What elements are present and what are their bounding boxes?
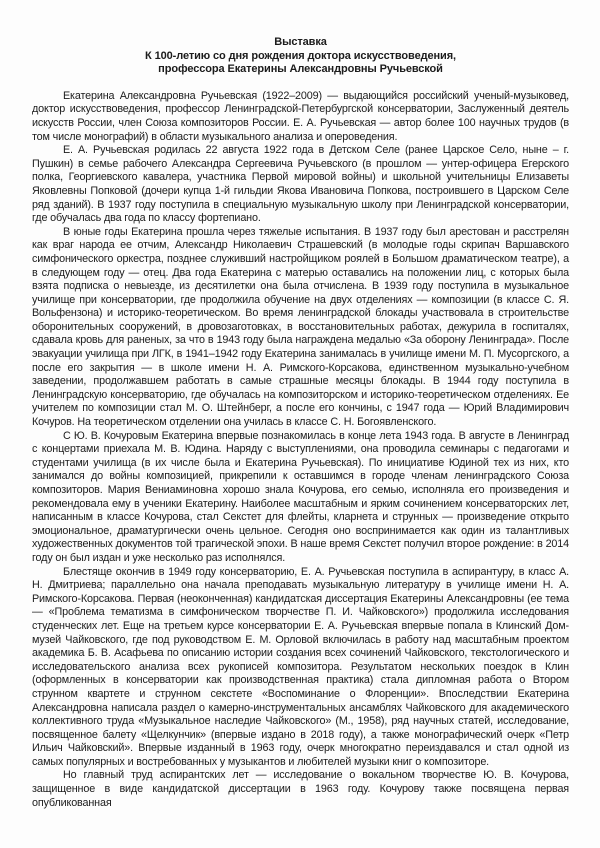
paragraph: В юные годы Екатерина прошла через тяжелые испытания. В 1937 году был арестован и расстрелян как враг народа ее отчим, Александр Николаевич Страшевский (в молодые годы скрипач Варшавского симфонического оркестра, позднее служивший настройщиком роялей в Большом драматическом театре), а в следующем году — отец. Два года Екатерина с матерью оставались на положении лиц, с которых была взята подписка о невыезде, из десятилетки она была отчислена. В 1939 году поступила в музыкальное училище при консерватории, где продолжила обучение на двух отделениях — композиции (в классе С. Я. Вольфензона) и историко-теоретическом. Во время ленинградской блокады участвовала в строительстве оборонительных сооружений, в дровозаготовках, в восстановительных работах, дежурила в госпиталях, сдавала кровь для раненых, за что в 1943 году была награждена медалью «За оборону Ленинграда». После эвакуации училища при ЛГК, в 1941–1942 году Екатерина занималась в училище имени М. П. Мусоргского, а после его закрытия — в школе имени Н. А. Римского-Корсакова, единственном музыкально-учебном заведении, продолжавшем работать в самые страшные месяцы блокады. В 1944 году поступила в Ленинградскую консерваторию, где обучалась на композиторском и историко-теоретическом отделениях. Ее учителем по композиции стал М. О. Штейнберг, а после его кончины, с 1947 года — Юрий Владимирович Кочуров. На теоретическом отделении она училась в классе С. Н. Богоявленского. [32,225,569,429]
paragraph: Но главный труд аспирантских лет — исследование о вокальном творчестве Ю. В. Кочурова, защищенное в виде кандидатской диссертации в 1963 году. Кочурову также посвящена первая опубликованная [32,769,569,809]
title-line: профессора Екатерины Александровны Ручьевской [158,63,443,76]
paragraph: С Ю. В. Кочуровым Екатерина впервые познакомилась в конце лета 1943 года. В августе в Ленинград с концертами приехала М. В. Юдина. Наряду с выступлениями, она проводила семинары с педагогами и студентами училища (в их числе была и Екатерина Ручьевская). По инициативе Юдиной тех из них, кто занимался до войны композицией, прикрепили к оставшимся в городе членам ленинградского Союза композиторов. Мария Вениаминовна хорошо знала Кочурова, его семью, исполняла его произведения и рекомендовала ему в ученики Екатерину. Наиболее масштабным и ярким сочинением консерваторских лет, написанным в классе Кочурова, стал Секстет для флейты, кларнета и струнных — произведение открыто эмоциональное, драматургически очень цельное. Сегодня оно воспринимается как один из талантливых художественных документов той трагической эпохи. В наше время Секстет получил второе рождение: в 2014 году он был издан и уже несколько раз исполнялся. [32,429,569,564]
document-title [32,36,569,77]
title-line: К 100-летию со дня рождения доктора искусствоведения, [145,49,456,62]
title-line: Выставка [274,36,327,48]
document-body [32,90,569,810]
paragraph: Екатерина Александровна Ручьевская (1922–2009) — выдающийся российский ученый-музыковед, доктор искусствоведения, профессор Ленинградской-Петербургской консерватории, Заслуженный деятель искусств России, член Союза композиторов России. Е. А. Ручьевская — автор более 100 научных трудов (в том числе монографий) в области музыкального анализа и опероведения. [32,89,569,143]
paragraph: Е. А. Ручьевская родилась 22 августа 1922 года в Детском Селе (ранее Царское Село, ныне – г. Пушкин) в семье рабочего Александра Сергеевича Ручьевского (в прошлом — унтер-офицера Егерского полка, Георгиевского кавалера, участника Первой мировой войны) и школьной учительницы Елизаветы Яковлевны Попковой (дочери купца 1-й гильдии Якова Ивановича Попкова, построившего в Царском Селе ряд зданий). В 1937 году поступила в специальную музыкальную школу при Ленинградской консерватории, где обучалась два года по классу фортепиано. [32,144,569,225]
paragraph: Блестяще окончив в 1949 году консерваторию, Е. А. Ручьевская поступила в аспирантуру, в класс А. Н. Дмитриева; параллельно она начала преподавать музыкальную литературу в училище имени Н. А. Римского-Корсакова. Первая (неоконченная) кандидатская диссертация Екатерины Александровны (ее тема — «Проблема тематизма в симфоническом творчестве П. И. Чайковского») продолжила исследования студенческих лет. Еще на третьем курсе консерватории Е. А. Ручьевская впервые попала в Клинский Дом-музей Чайковского, где под руководством Е. М. Орловой включилась в работу над масштабным проектом академика Б. В. Асафьева по описанию истории создания всех сочинений Чайковского, текстологического и исследовательского анализа всех рукописей композитора. Результатом нескольких поездок в Клин (оформленных в консерватории как производственная практика) стала дипломная работа о Втором струнном квартете и струнном секстете «Воспоминание о Флоренции». Впоследствии Екатерина Александровна написала раздел о камерно-инструментальных ансамблях Чайковского для академического коллективного труда «Музыкальное наследие Чайковского» (М., 1958), ряд научных статей, исследование, посвященное балету «Щелкунчик» (впервые издано в 2018 году), а также монографический очерк «Петр Ильич Чайковский». Впервые изданный в 1963 году, очерк многократно переиздавался и стал одной из самых популярных и востребованных у музыкантов и любителей музыки книг о композиторе. [32,565,569,768]
